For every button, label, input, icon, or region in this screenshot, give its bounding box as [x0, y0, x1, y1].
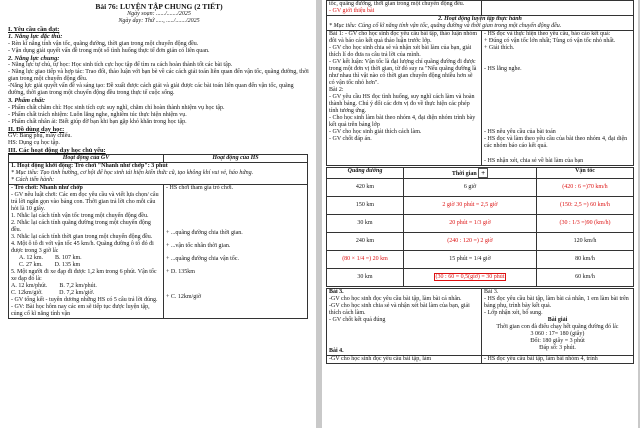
- cell-speed: (30 : 1/3 =)90 (km/h): [537, 215, 634, 233]
- table-row: [327, 215, 634, 233]
- col-header-hs: Hoạt động của HS: [164, 155, 308, 163]
- gv-line: - GV cho học sinh giải thích cách làm.: [329, 129, 422, 135]
- gv-line: 1. Nhắc lại cách tính vận tốc trong một chuyển động đều.: [11, 213, 149, 220]
- date-taught: Ngày dạy: Thứ ....., ...../......./2025: [118, 18, 200, 24]
- table-row: [327, 179, 634, 197]
- cell-distance: (80 × 1/4 =) 20 km: [327, 251, 404, 269]
- table-row: [327, 197, 634, 215]
- hs-line: - HS đọc và thực hiện theo yêu cầu, báo cáo kết quả:: [484, 31, 611, 37]
- gv-line: A. 12 km/phút. B. 7,2 km/phút.: [11, 283, 97, 290]
- activity-goal: * Mục tiêu: Củng cố kĩ năng tính vận tốc, quãng đường và thời gian trong một chuyển động đều.: [329, 23, 562, 29]
- gv-line: - GV: Bài học hôm nay các em sẽ tiếp tục được luyện tập, củng cố kĩ năng tính vận: [11, 304, 150, 318]
- header-speed: Vận tốc: [537, 168, 634, 179]
- section-heading: II. Đồ dùng dạy học:: [8, 125, 65, 133]
- cell-distance: 150 km: [327, 197, 404, 215]
- date-prepared: Ngày soạn: ....../......./2025: [127, 11, 191, 17]
- activity-2-intro: [327, 16, 634, 31]
- gv-line: 3. Nhắc lại cách tính thời gian trong một chuyển động đều.: [11, 234, 153, 241]
- hs-line: - HS lắng nghe.: [484, 66, 522, 72]
- cell-speed: (420 : 6 =)70 km/h: [537, 179, 634, 197]
- paragraph: - Phẩm chất chăm chỉ: Học sinh tích cực suy nghĩ, chăm chỉ hoàn thành nhiệm vụ học tập.: [8, 104, 225, 111]
- gv-line: - GV kết luận: Vận tốc là đại lượng chỉ quãng đường đi được trong một đơn vị thời gian, từ đó suy ra "Nếu quãng đường là như nhau thì vật nào có thời gian chuyển động nhiều hơn sẽ có vận tốc nhỏ hơn".: [329, 59, 477, 86]
- hs-cell: [482, 31, 634, 166]
- paragraph: - Năng lực giao tiếp và hợp tác: Trao đổi, thảo luận với bạn bè về các cách giải toán liên quan đến vận tốc, quãng đường, thời gian trong một chuyển động đều.: [8, 69, 309, 83]
- cell-speed: 120 km/h: [537, 233, 634, 251]
- cell-time: [404, 269, 537, 287]
- gv-cell: [9, 185, 164, 319]
- paragraph: - Phẩm chất trách nhiệm: Luôn lắng nghe, nghiêm túc thực hiện nhiệm vụ.: [8, 111, 187, 118]
- gv-line: - GV nêu luật chơi: Các em đọc yêu cầu và viết lựa chọn/ câu trả lời ngắn gọn vào bảng con. Thời gian trả lời cho mỗi câu hỏi là 10 giây.: [11, 192, 159, 213]
- solution-title: Bài giải: [547, 317, 568, 323]
- hs-line: + Giải thích.: [484, 45, 515, 51]
- cell-time: 6 giờ: [404, 179, 537, 197]
- hs-cell: [164, 185, 308, 319]
- gv-cell: -GV cho học sinh đọc yêu cầu bài tập, làm: [327, 356, 482, 364]
- cell-time: 15 phút = 1/4 giờ: [404, 251, 537, 269]
- cell-speed: 80 km/h: [537, 251, 634, 269]
- gv-line: - GV giới thiệu bài: [329, 8, 375, 14]
- activity-method: * Cách tiến hành:: [11, 177, 55, 184]
- hs-line: + ...quãng đường chia thời gian.: [166, 230, 243, 237]
- gv-line: - GV tổng kết - tuyên dương những HS có 5 câu trả lời đúng.: [11, 297, 158, 304]
- header-distance: Quãng đường: [327, 168, 404, 179]
- paragraph: - Phẩm chất nhân ái: Biết giúp đỡ bạn khi bạn gặp khó khăn trong học tập.: [8, 118, 187, 125]
- table-row: [327, 233, 634, 251]
- gv-line: 2. Nhắc lại cách tính quãng đường trong một chuyển động đều.: [11, 220, 151, 234]
- activity-goal: * Mục tiêu: Tạo tinh hướng, cơ hội để học sinh tái hiện kiến thức cũ, tạo không khí vui vẻ, háo hứng.: [11, 170, 254, 177]
- section-heading: I. Yêu cầu cần đạt:: [8, 26, 60, 33]
- gv-line: Bài 2:: [329, 87, 344, 93]
- document-page-1: [0, 0, 316, 428]
- gv-line: 4. Một ô tô đi với vận tốc 45 km/h. Quãng đường ô tô đó đi được trong 3 giờ là:: [11, 241, 154, 255]
- activity-table-bai3: [326, 288, 634, 364]
- cell-distance: 240 km: [327, 233, 404, 251]
- lesson-title: Bài 76: LUYỆN TẬP CHUNG (2 TIẾT): [95, 2, 223, 11]
- activity-table: [8, 154, 308, 319]
- cell-time: (240 : 120 =) 2 giờ: [404, 233, 537, 251]
- cell-distance: 420 km: [327, 179, 404, 197]
- hs-line: - HS chơi tham gia trò chơi.: [166, 185, 234, 192]
- cell-speed: (150: 2,5 =) 60 km/h: [537, 197, 634, 215]
- cell-time: 20 phút = 1/3 giờ: [404, 215, 537, 233]
- cell-time: 2 giờ 30 phút = 2,5 giờ: [404, 197, 537, 215]
- gv-line: C. 12km/giờ. D. 7,2 km/giờ.: [11, 290, 95, 297]
- hs-line: - Lớp nhận xét, bổ sung.: [484, 310, 543, 316]
- hs-line: - HS nêu yêu cầu của bài toán: [484, 129, 556, 135]
- paragraph: HS: Dụng cụ học tập.: [8, 140, 60, 147]
- hs-line: + Đúng có vận tốc lớn nhất; Tùng có vận tốc nhỏ nhất.: [484, 38, 616, 44]
- document-page-2: [322, 0, 638, 428]
- exercise-title: Bài 4.: [329, 348, 344, 354]
- gv-line: - Trò chơi: Nhanh như chớp: [11, 185, 83, 192]
- activity-table-continued: [326, 0, 634, 166]
- activity-heading: 1. Hoạt động khởi động: Trò chơi "Nhanh như chớp": 3 phút: [11, 163, 168, 170]
- hs-line: Đáp số: 3 phút.: [539, 345, 576, 351]
- gv-line: A. 12 km. B. 107 km.: [19, 255, 82, 262]
- header-time-label: Thời gian: [451, 171, 477, 177]
- subsection-heading: 3. Phẩm chất:: [8, 97, 46, 105]
- paragraph: - Vận dụng giải quyết vấn đề trong một số tình huống thực tế đơn giản có liên quan.: [8, 47, 210, 54]
- hs-line: - HS đọc yêu cầu bài tập, làm bài cá nhân, 1 em làm bài trên bảng phụ, trình bày kết quả.: [484, 296, 629, 309]
- hs-line: - HS đọc và làm theo yêu cầu của bài theo nhóm 4, đại diện các nhóm báo cáo kết quả.: [484, 136, 628, 149]
- highlighted-answer: (30 : 60 = 0,5(giờ) = 30 phút: [435, 274, 505, 280]
- header-time: [404, 168, 537, 179]
- gv-line: tốc, quãng đường, thời gian trong một chuyển động đều.: [329, 1, 465, 7]
- activity-heading: 2. Hoạt động luyện tập thực hành: [438, 16, 522, 22]
- hs-line: + D. 135km: [166, 269, 195, 276]
- gv-line: Bài 1: - GV cho học sinh đọc yêu cầu bài tập, thảo luận nhóm đôi và báo cáo kết quả thảo luận trước lớp.: [329, 31, 478, 44]
- paragraph: - Năng lực tự chủ, tự học: Học sinh tích cực học tập để tìm ra cách hoàn thành tốt các bài tập.: [8, 62, 233, 69]
- gv-line: - Cho học sinh làm bài theo nhóm 4, đại diện nhóm trình bày kết quả trên bảng lớp: [329, 115, 476, 128]
- cell-speed: 60 km/h: [537, 269, 634, 287]
- hs-cell: - HS đọc yêu cầu bài tập, làm bài nhóm 4, trình: [482, 356, 634, 364]
- table-row: [327, 269, 634, 287]
- activity-1-intro: [9, 163, 308, 185]
- cell-distance: 30 km: [327, 215, 404, 233]
- hs-line: + ...vận tốc nhân thời gian.: [166, 243, 231, 250]
- table-row: [327, 251, 634, 269]
- paragraph: -Năng lực giải quyết vấn đề và sáng tạo: Đề xuất được cách giải và giải được các bài toán liên quan đến vận tốc, quãng đường, thời gian trong một chuyển động đều trong thực tế cuộc sống.: [8, 83, 294, 97]
- hs-line: Đổi: 180 giây = 3 phút: [530, 338, 585, 344]
- gv-line: C. 27 km. D. 135 km: [19, 262, 81, 269]
- section-heading: III. Các hoạt động dạy học chủ yếu:: [8, 147, 106, 155]
- gv-line: - GV chốt kết quả đúng: [329, 317, 386, 323]
- gv-line: -GV cho học sinh chia sẻ và nhận xét bài làm của bạn, giải thích cách làm.: [329, 303, 470, 316]
- motion-answer-table: [326, 167, 634, 287]
- subsection-heading: 1. Năng lực đặc thù:: [8, 33, 63, 41]
- paragraph: - Rèn kĩ năng tính vận tốc, quãng đường, thời gian trong một chuyển động đều.: [8, 40, 199, 47]
- hs-line: Bài 3.: [484, 289, 499, 295]
- hs-line: 3 060 : 17= 180 (giây): [530, 331, 585, 337]
- exercise-title: Bài 3.: [329, 289, 344, 295]
- hs-line: + ...quãng đường chia vận tốc.: [166, 256, 239, 263]
- gv-cell: [327, 1, 482, 16]
- col-header-gv: Hoạt động của GV: [9, 155, 164, 163]
- hs-line: - HS nhận xét, chia sẻ về bài làm của bạn: [484, 158, 584, 164]
- hs-cell: [482, 1, 634, 16]
- hs-cell: [482, 289, 634, 356]
- gv-line: - GV cho học sinh chia sẻ và nhận xét bài làm của bạn, giải thích lí do đưa ra câu trả lời của mình.: [329, 45, 472, 58]
- add-row-icon[interactable]: +: [478, 168, 488, 178]
- cell-distance: 30 km: [327, 269, 404, 287]
- gv-line: -GV cho học sinh đọc yêu cầu bài tập, làm bài cá nhân.: [329, 296, 462, 302]
- gv-cell: [327, 31, 482, 166]
- gv-line: - GV chốt đáp án.: [329, 136, 372, 142]
- hs-line: + C. 12km/giờ: [166, 294, 202, 301]
- gv-line: - GV yêu cầu HS đọc tình huống, suy nghĩ cách làm và hoàn thành bảng. Chú ý đổi các đơn vị đo về thực hiện các phép tính tương ứng.: [329, 94, 475, 114]
- hs-line: Thời gian con đà điểu chạy hết quãng đường đó là:: [496, 324, 619, 330]
- paragraph: GV: Bảng phụ, máy chiếu.: [8, 133, 72, 140]
- gv-line: 5. Một người đi xe đạp đi được 1,2 km trong 6 phút. Vận tốc xe đạp đó là:: [11, 269, 157, 283]
- subsection-heading: 2. Năng lực chung:: [8, 54, 60, 62]
- gv-cell: [327, 289, 482, 356]
